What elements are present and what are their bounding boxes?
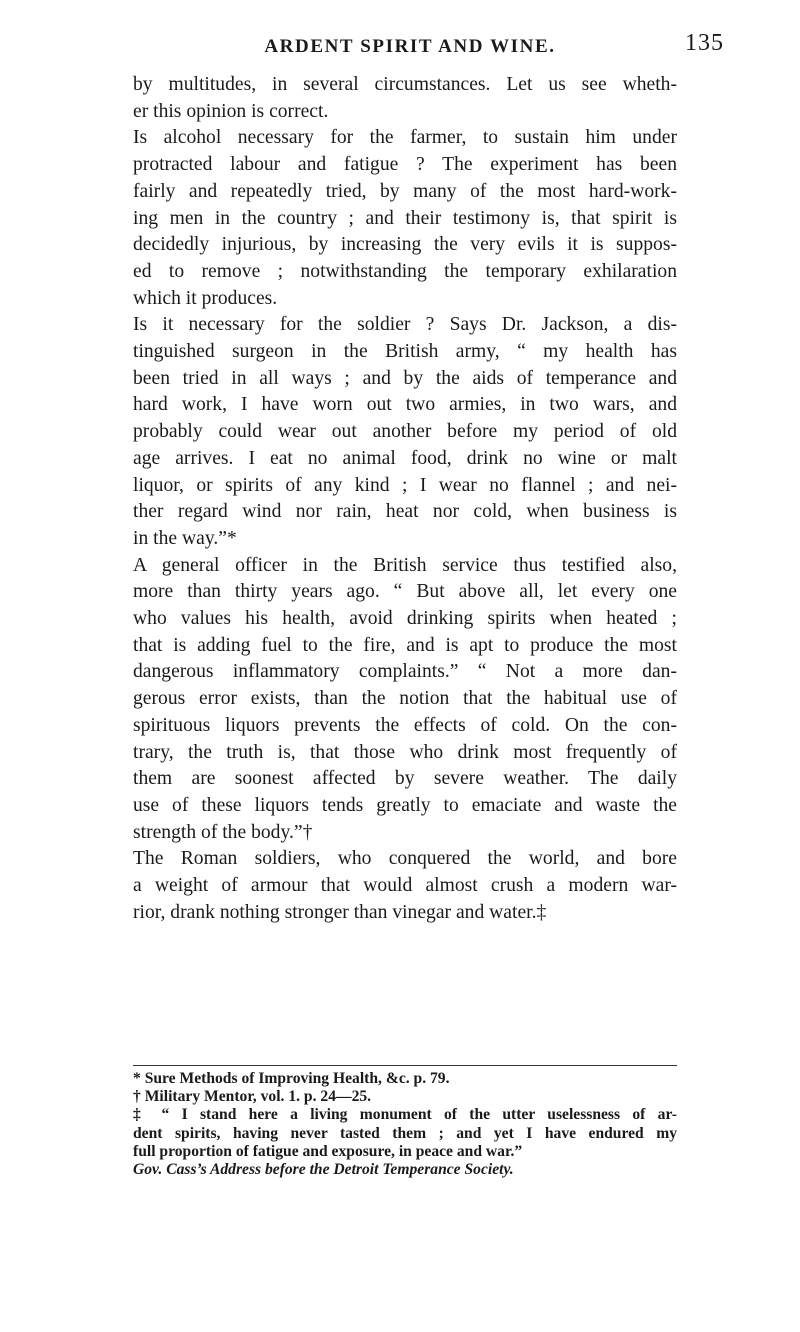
text-line: strength of the body.”† [133,821,313,843]
page-number: 135 [685,30,724,56]
text-line: protracted labour and fatigue ? The experiment has been [133,154,677,176]
text-line: ther regard wind nor rain, heat nor cold, when business is [133,501,677,523]
text-line: by multitudes, in several circumstances. Let us see wheth- [133,74,677,95]
text-line: who values his health, avoid drinking spirits when heated ; [133,608,677,630]
text-line: rior, drank nothing stronger than vinegar and water.‡ [133,901,547,923]
text-line: hard work, I have worn out two armies, in two wars, and [133,394,677,416]
text-line: a weight of armour that would almost crush a modern war- [133,875,677,897]
text-line: more than thirty years ago. “ But above all, let every one [133,581,677,603]
text-line: trary, the truth is, that those who drink most frequently of [133,741,677,763]
text-line: decidedly injurious, by increasing the very evils it is suppos- [133,234,677,256]
running-head: ARDENT SPIRIT AND WINE. [264,36,556,57]
text-line: gerous error exists, than the notion that the habitual use of [133,688,677,710]
text-line: probably could wear out another before my period of old [133,421,677,443]
footnote-line: full proportion of fatigue and exposure, in peace and war.” [133,1142,523,1160]
text-line: A general officer in the British service thus testified also, [133,554,677,576]
footnote-line: † Military Mentor, vol. 1. p. 24—25. [133,1088,372,1106]
text-line: them are soonest affected by severe weather. The daily [133,768,677,790]
text-line: fairly and repeatedly tried, by many of the most hard-work- [133,180,677,202]
text-line: Is alcohol necessary for the farmer, to sustain him under [133,127,677,149]
text-line: liquor, or spirits of any kind ; I wear no flannel ; and nei- [133,474,677,496]
text-line: spirituous liquors prevents the effects of cold. On the con- [133,714,677,736]
text-line: Is it necessary for the soldier ? Says Dr. Jackson, a dis- [133,314,677,336]
text-line: ed to remove ; notwithstanding the temporary exhilaration [133,260,677,282]
text-line: ing men in the country ; and their testimony is, that spirit is [133,207,677,229]
text-line: use of these liquors tends greatly to emaciate and waste the [133,794,677,816]
text-line: which it produces. [133,287,278,309]
text-line: dangerous inflammatory complaints.” “ Not a more dan- [133,661,677,683]
text-line: tinguished surgeon in the British army, “ my health has [133,341,677,363]
footnote-line: * Sure Methods of Improving Health, &c. p. 79. [133,1070,450,1087]
text-line: that is adding fuel to the fire, and is apt to produce the most [133,634,677,656]
footnote-line: dent spirits, having never tasted them ; and yet I have endured my [133,1124,677,1142]
footnote-attribution: Gov. Cass’s Address before the Detroit Temperance Society. [133,1161,514,1179]
text-line: been tried in all ways ; and by the aids of temperance and [133,367,677,389]
text-line: The Roman soldiers, who conquered the world, and bore [133,848,677,870]
footnote-line: ‡ “ I stand here a living monument of the utter uselessness of ar- [133,1106,677,1124]
text-line: age arrives. I eat no animal food, drink no wine or malt [133,447,677,469]
body-text [133,72,677,927]
text-line: er this opinion is correct. [133,100,329,122]
text-line: in the way.”* [133,527,237,549]
footnote-divider [133,1065,677,1066]
footnotes [133,1070,677,1179]
